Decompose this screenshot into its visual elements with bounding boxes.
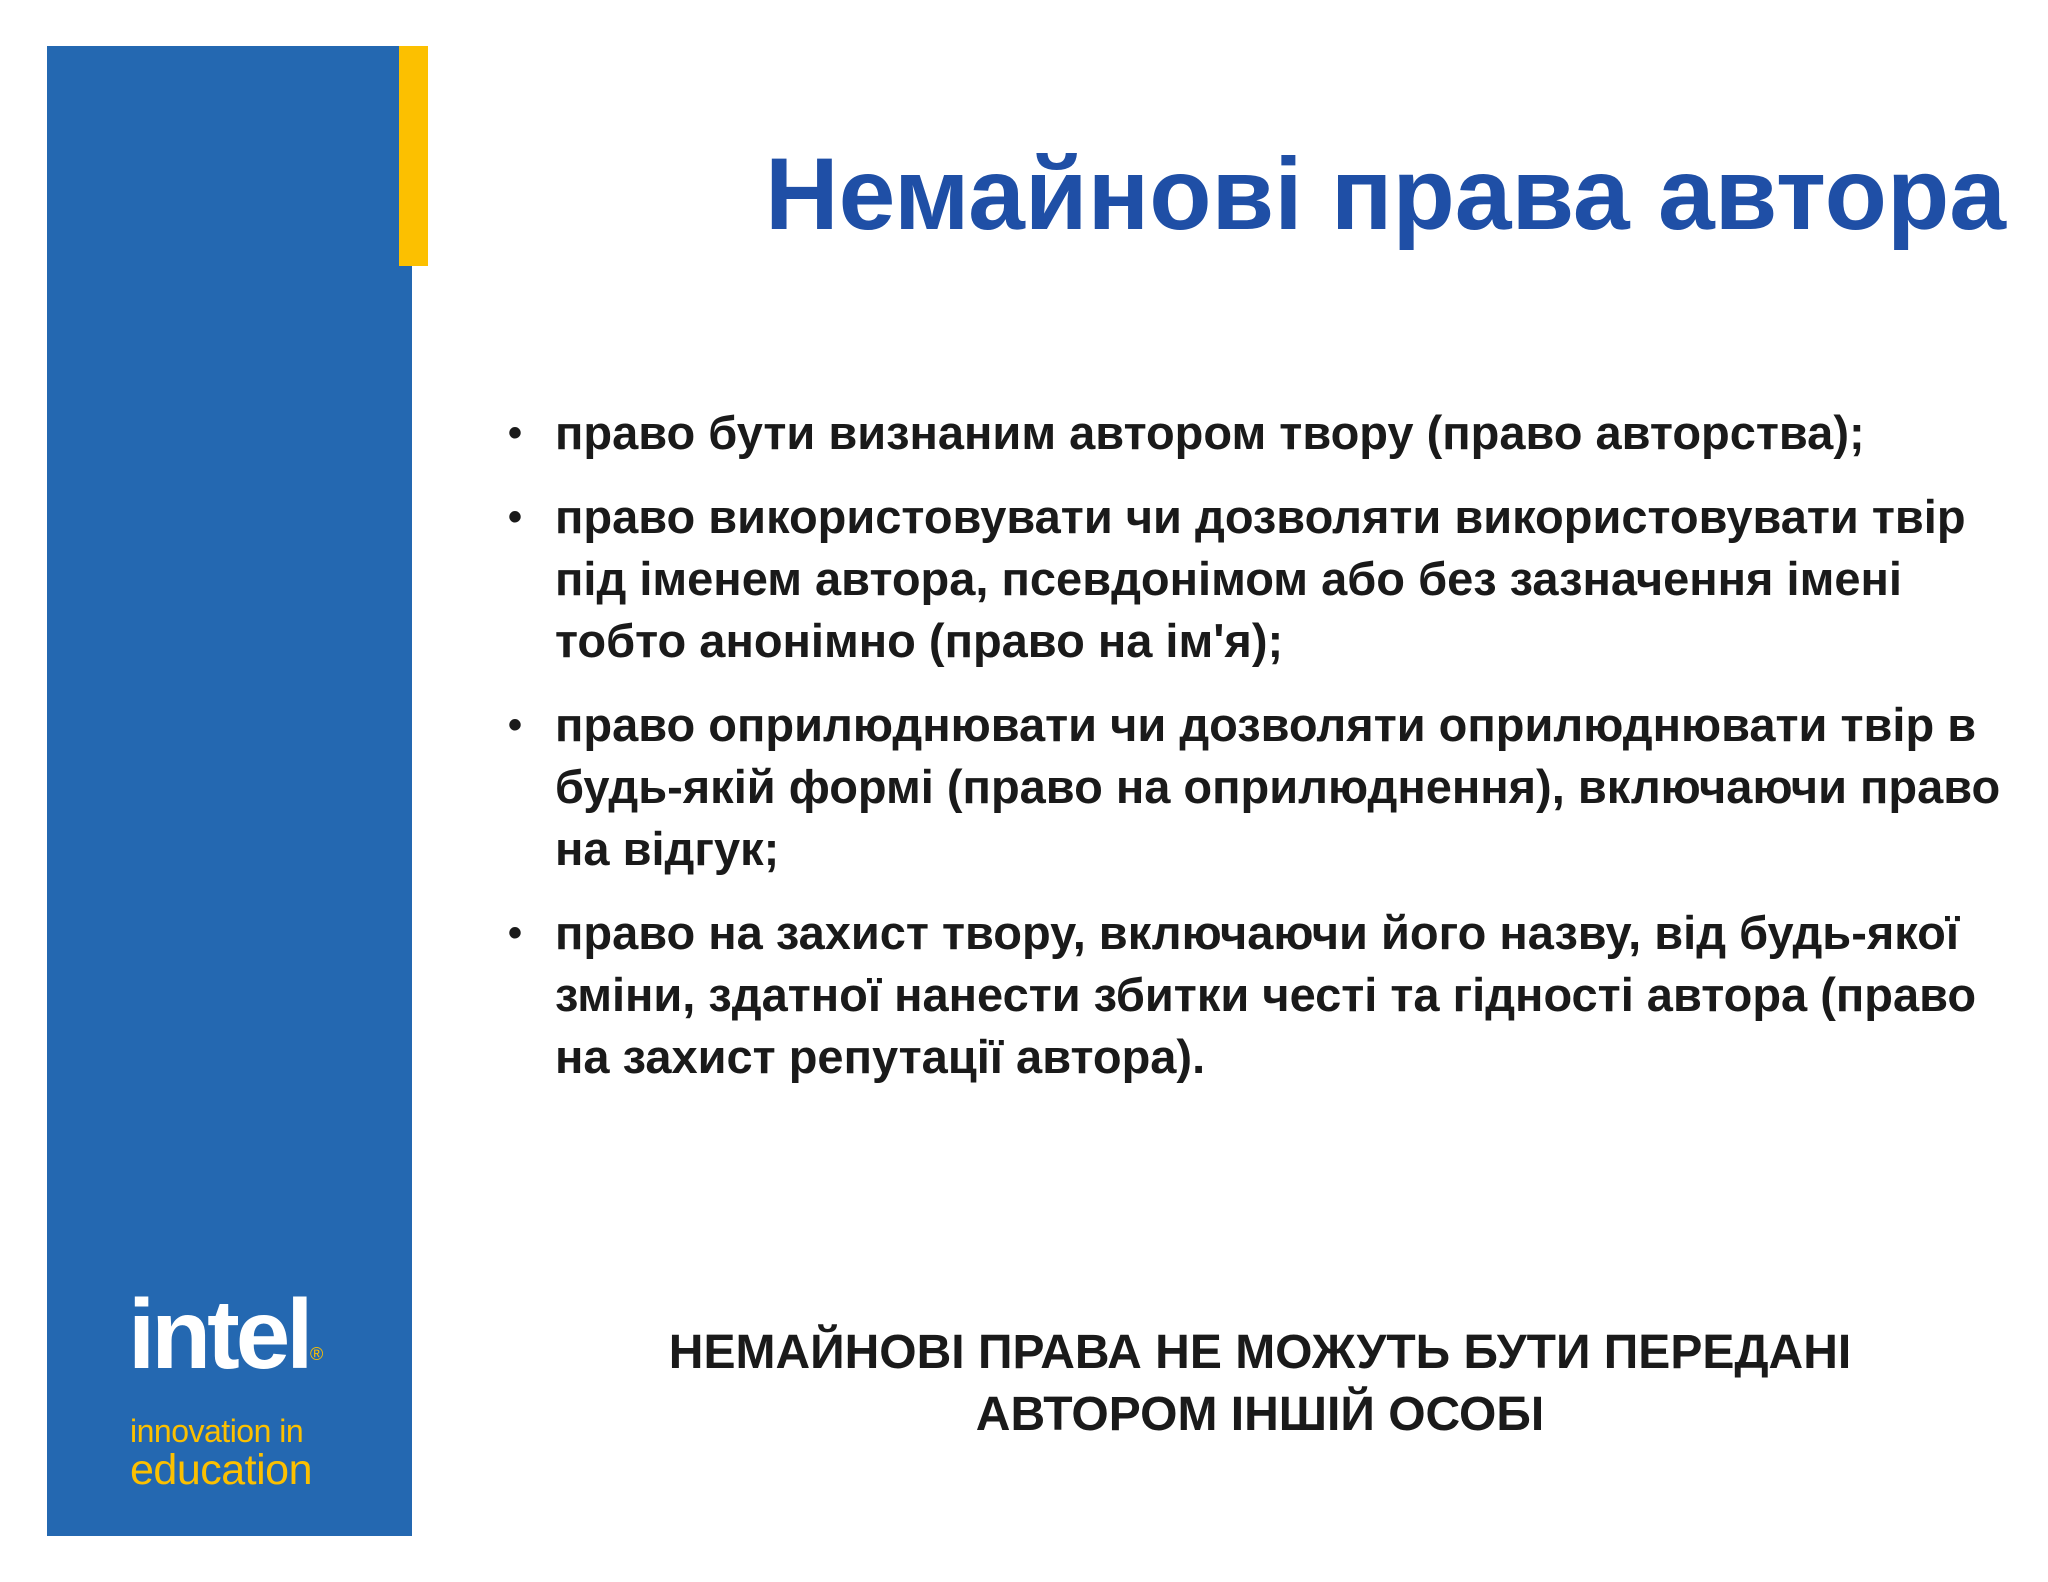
bullet-text: право оприлюднювати чи дозволяти оприлюднювати твір в будь-якій формі (право на оприлюднення), включаючи право на відгук; (555, 698, 2001, 875)
footer-note (560, 1322, 1960, 1446)
bullet-list (500, 402, 2010, 1110)
logo-wordmark: intel (128, 1279, 310, 1389)
logo-tagline (130, 1415, 312, 1492)
footer-note-line1: НЕМАЙНОВІ ПРАВА НЕ МОЖУТЬ БУТИ ПЕРЕДАНІ (668, 1326, 1852, 1379)
slide-title: Немайнові права автора (765, 137, 2006, 251)
intel-logo (128, 1279, 348, 1515)
accent-bar (399, 46, 428, 266)
footer-note-line2: АВТОРОМ ІНШІЙ ОСОБІ (975, 1388, 1545, 1441)
bullet-text: право на захист твору, включаючи його назву, від будь-якої зміни, здатної нанести збитки честі та гідності автора (право на захист репутації автора). (555, 906, 1977, 1083)
bullet-item (500, 486, 2010, 672)
bullet-dot-icon: • (508, 911, 523, 955)
bullet-item (500, 694, 2010, 880)
bullet-item (500, 402, 2010, 464)
bullet-dot-icon: • (508, 411, 523, 455)
bullet-item (500, 902, 2010, 1088)
registered-mark: ® (310, 1344, 324, 1364)
bullet-text: право використовувати чи дозволяти використовувати твір під іменем автора, псевдонімом або без зазначення імені тобто анонімно (право на ім'я); (555, 490, 1966, 667)
logo-tagline-line2: education (130, 1446, 312, 1494)
bullet-dot-icon: • (508, 495, 523, 539)
bullet-text: право бути визнаним автором твору (право авторства); (555, 406, 1865, 459)
bullet-dot-icon: • (508, 703, 523, 747)
logo-tagline-line1: innovation in (130, 1413, 304, 1449)
